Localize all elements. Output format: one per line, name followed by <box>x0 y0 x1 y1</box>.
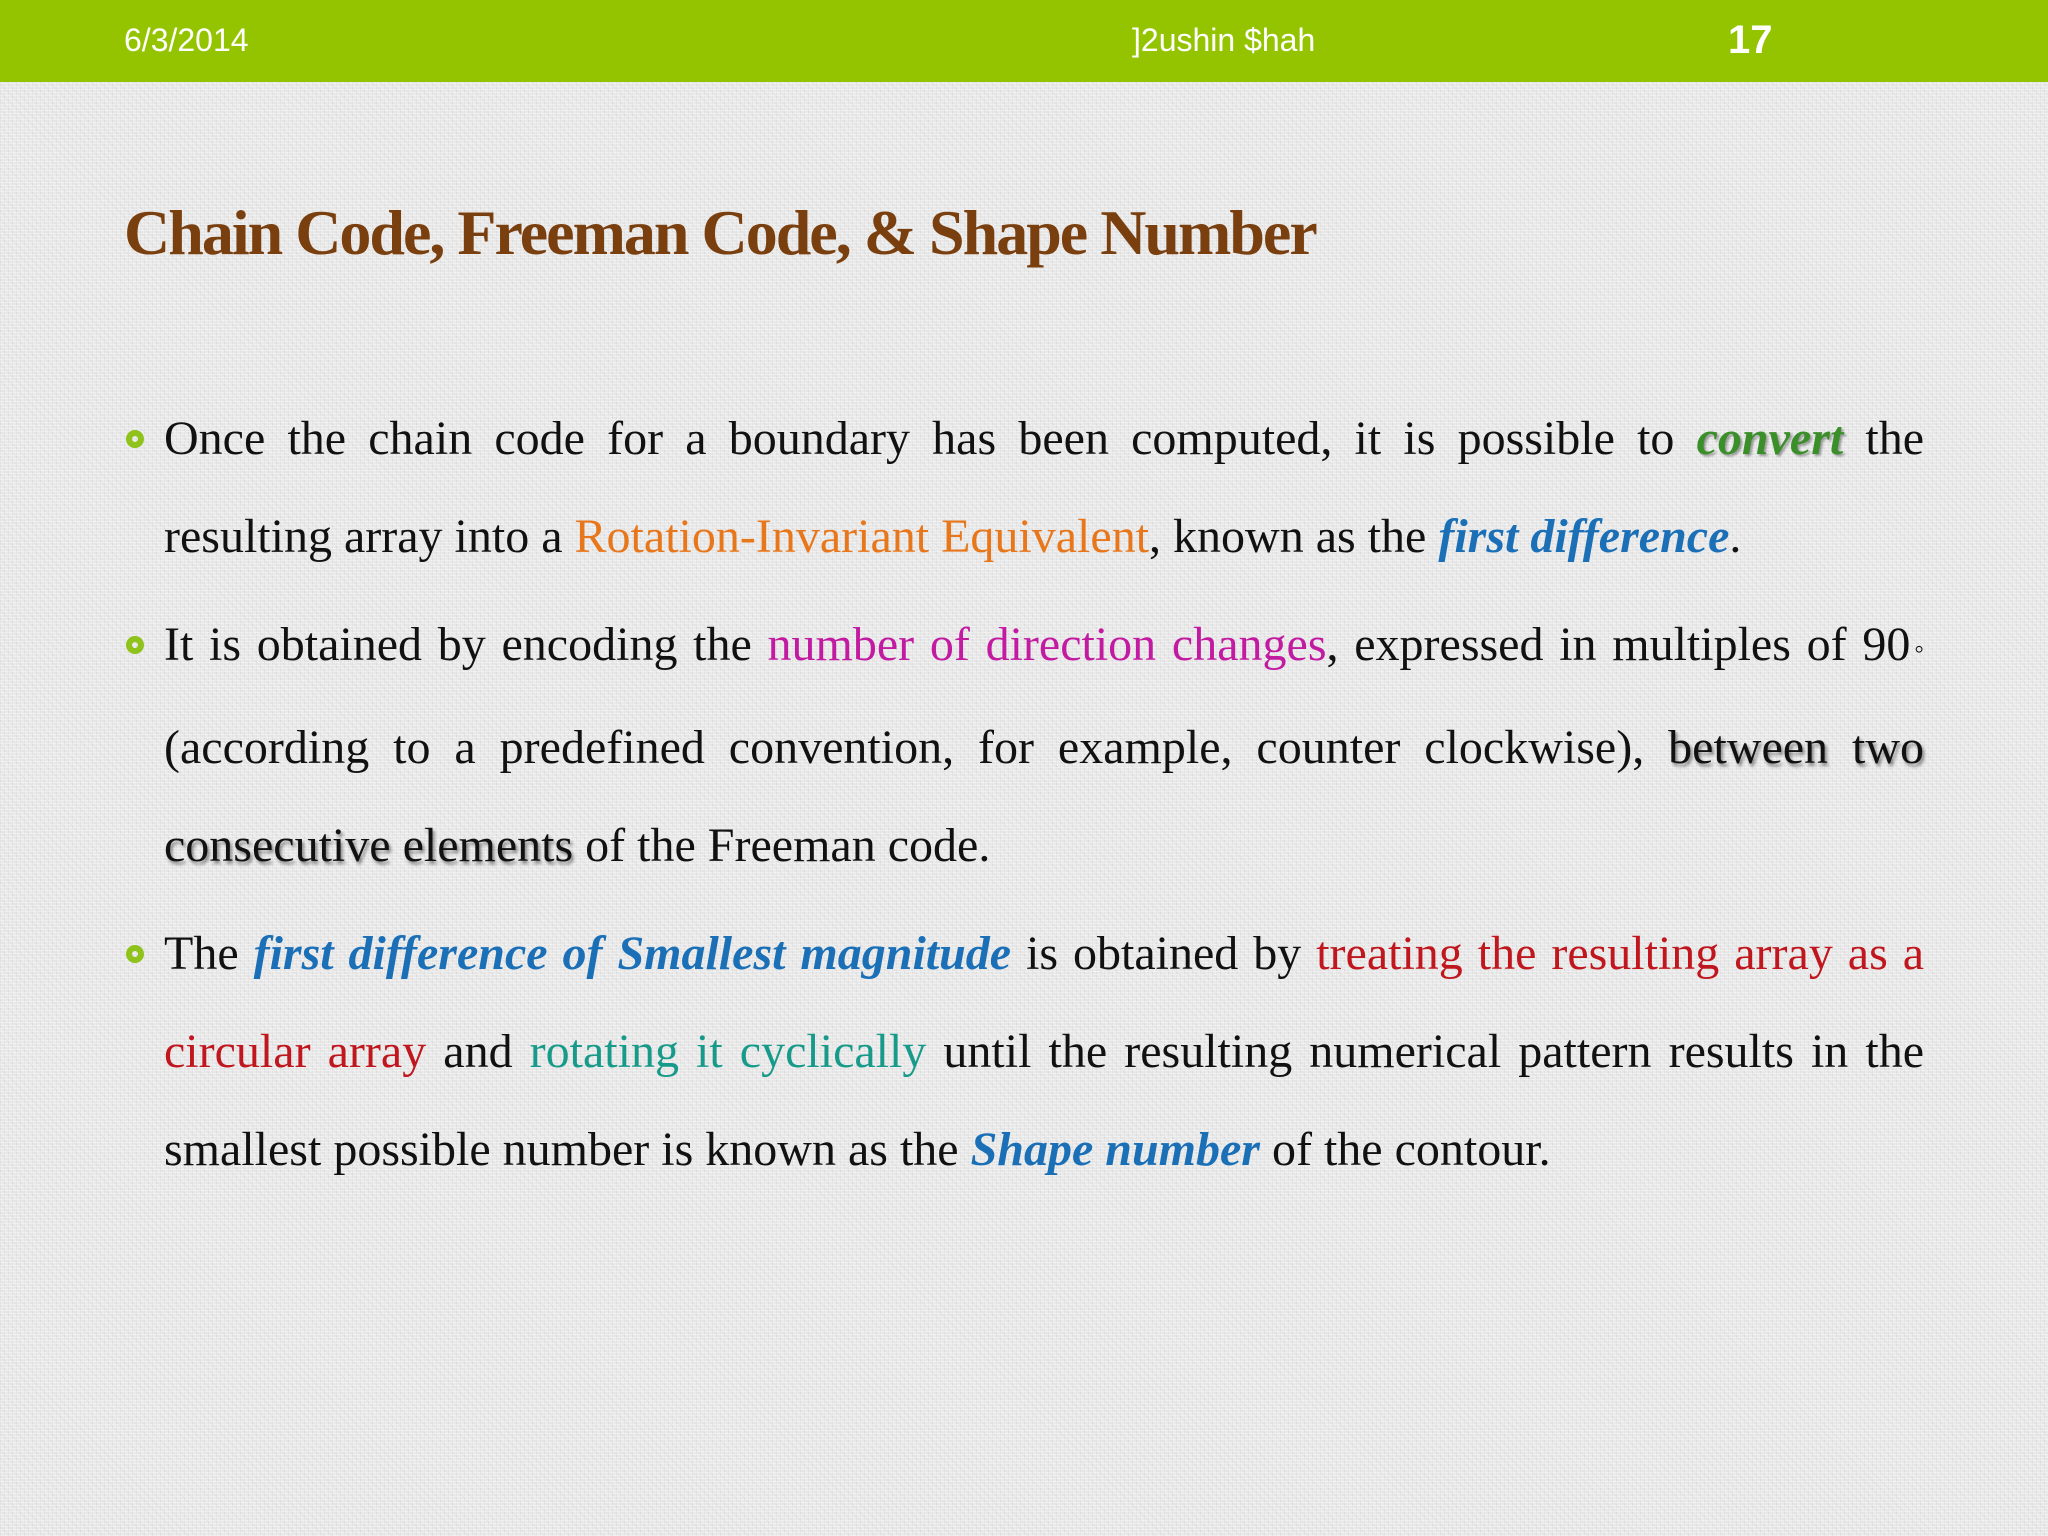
bullet-3-text: The <box>164 927 254 980</box>
bullet-3-circular-array: treating the resulting array as a circular array <box>164 927 1925 1078</box>
bullet-2-text: (according to a predefined convention, for example, counter clockwise), <box>164 721 1669 774</box>
bullet-3-first-difference-smallest: first difference of Smallest magnitude <box>253 927 1012 980</box>
hollow-circle-bullet-icon <box>126 945 144 963</box>
bullet-2-consecutive-elements: between two consecutive elements <box>164 721 1924 872</box>
degree-symbol: ◦ <box>1910 634 1924 665</box>
bullet-2-direction-changes: number of direction changes <box>767 618 1327 671</box>
header-author: ]2ushin $hah <box>1132 22 1316 58</box>
bullet-1-first-difference: first difference <box>1438 510 1730 563</box>
bullet-2-text: , expressed in multiples of 90 <box>1326 618 1911 671</box>
bullet-1-text: the resulting array into a <box>164 412 1925 563</box>
bullet-item-3 <box>124 905 1924 1199</box>
bullet-1-rotation-invariant: Rotation-Invariant Equivalent <box>574 510 1150 563</box>
slide-title: Chain Code, Freeman Code, & Shape Number <box>124 197 1316 268</box>
bullet-3-text: until the resulting numerical pattern results in the smallest possible number is known as the <box>164 1025 1925 1176</box>
bullet-item-1 <box>124 390 1924 586</box>
bullet-3-text: and <box>426 1025 530 1078</box>
bullet-3-text: is obtained by <box>1011 927 1317 980</box>
bullet-1-text: , known as the <box>1149 510 1439 563</box>
header-date: 6/3/2014 <box>124 22 249 58</box>
bullet-2-text: It is obtained by encoding the <box>164 618 768 671</box>
bullet-1-text: Once the chain code for a boundary has been computed, it is possible to <box>164 412 1697 465</box>
bullet-2-text: of the Freeman code. <box>573 819 991 872</box>
bullet-1-convert: convert <box>1696 412 1844 465</box>
bullet-1-text: . <box>1729 510 1742 563</box>
bullet-3-text: of the contour. <box>1259 1123 1551 1176</box>
bullet-3-shape-number: Shape number <box>970 1123 1260 1176</box>
hollow-circle-bullet-icon <box>126 430 144 448</box>
bullet-item-2 <box>124 596 1924 895</box>
bullet-list <box>124 390 1924 1209</box>
hollow-circle-bullet-icon <box>126 636 144 654</box>
bullet-3-rotating-cyclically: rotating it cyclically <box>529 1025 927 1078</box>
page-number: 17 <box>1728 18 1773 62</box>
